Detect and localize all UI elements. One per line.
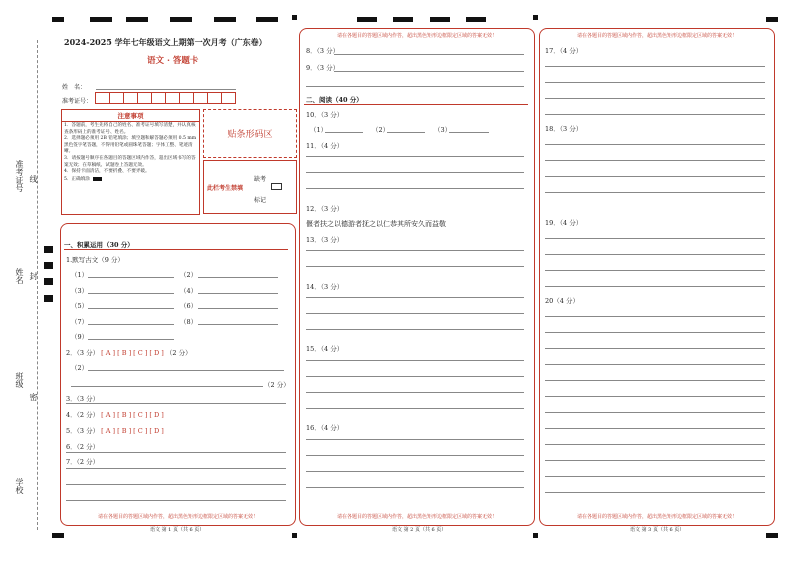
- answer-line[interactable]: [545, 254, 765, 255]
- missing-exam-checkbox[interactable]: [271, 183, 282, 190]
- answer-line[interactable]: [88, 308, 174, 309]
- answer-line[interactable]: [545, 332, 765, 333]
- notice-item-5: 5．正确填涂: [64, 176, 90, 182]
- timing-mark: [533, 15, 538, 20]
- answer-line[interactable]: [545, 238, 765, 239]
- q12-sentence: 偃者扶之以德游者抚之以仁恭其所安久而益敬: [306, 220, 446, 228]
- timing-mark: [126, 17, 148, 22]
- blank-label: （9）: [71, 333, 89, 341]
- blank-label: （1）: [71, 271, 89, 279]
- filled-bubble-icon: [93, 177, 102, 181]
- timing-mark: [430, 17, 450, 22]
- answer-line[interactable]: [306, 360, 524, 361]
- margin-secret: 密: [29, 393, 38, 401]
- answer-line[interactable]: [88, 324, 174, 325]
- barcode-label: 贴条形码区: [227, 130, 273, 140]
- blank-label: （5）: [71, 302, 89, 310]
- section-1-title: 一、积累运用（30 分）: [64, 241, 134, 249]
- answer-line[interactable]: [387, 132, 425, 133]
- answer-line[interactable]: [545, 444, 765, 445]
- blank-label: （4）: [180, 287, 198, 295]
- answer-panel-3: [539, 28, 775, 526]
- timing-mark: [170, 17, 192, 22]
- answer-line[interactable]: [306, 250, 524, 251]
- timing-mark: [466, 17, 486, 22]
- answer-line[interactable]: [545, 66, 765, 67]
- answer-line[interactable]: [545, 492, 765, 493]
- question-8: 8．（3 分）: [306, 47, 340, 55]
- answer-line[interactable]: [88, 293, 174, 294]
- answer-line[interactable]: [545, 160, 765, 161]
- name-label: 姓 名：: [62, 84, 87, 91]
- answer-line[interactable]: [545, 270, 765, 271]
- binding-dashed-line: [37, 40, 38, 530]
- answer-line[interactable]: [545, 476, 765, 477]
- answer-line[interactable]: [198, 293, 278, 294]
- q2-score: （2 分）: [165, 349, 192, 357]
- question-1: 1.默写古文（9 分）: [66, 256, 124, 264]
- answer-line[interactable]: [325, 132, 363, 133]
- timing-mark: [44, 262, 53, 269]
- notice-item: 1．答题前，考生先将自己的姓名、准考证号填写清楚，并认真核查条形码上的准考证号、姓名。: [64, 123, 196, 135]
- timing-mark: [393, 17, 413, 22]
- notice-item: 4．保持卡面清洁，不要折叠、不要弄破。: [64, 169, 150, 175]
- notice-box: [61, 109, 200, 215]
- answer-line[interactable]: [545, 396, 765, 397]
- answer-line[interactable]: [334, 71, 524, 72]
- timing-mark: [357, 17, 377, 22]
- answer-line[interactable]: [545, 316, 765, 317]
- answer-line[interactable]: [71, 386, 263, 387]
- page-footer: 语文 第 3 页（共 6 页）: [630, 527, 685, 533]
- answer-line[interactable]: [66, 452, 286, 453]
- question-17: 17．（4 分）: [545, 47, 583, 55]
- answer-line[interactable]: [545, 82, 765, 83]
- answer-line[interactable]: [306, 156, 524, 157]
- answer-line[interactable]: [334, 54, 524, 55]
- timing-mark: [292, 15, 297, 20]
- exam-id-boxes[interactable]: [95, 92, 236, 104]
- warning-text: 请在各题目的答题区域内作答，超出黑色矩形边框限定区域的答案无效！: [336, 514, 497, 520]
- question-18: 18．（3 分）: [545, 125, 583, 133]
- page-title: 2024-2025 学年七年级语文上期第一次月考（广东卷）: [64, 37, 267, 47]
- question-3: 3．（3 分）: [66, 395, 100, 403]
- answer-line[interactable]: [306, 329, 524, 330]
- answer-line[interactable]: [306, 266, 524, 267]
- answer-line[interactable]: [306, 455, 524, 456]
- timing-mark: [90, 17, 112, 22]
- question-14: 14．（3 分）: [306, 283, 344, 291]
- answer-line[interactable]: [66, 403, 286, 404]
- blank-label: （8）: [180, 318, 198, 326]
- question-11: 11．（4 分）: [306, 142, 344, 150]
- answer-line[interactable]: [88, 277, 174, 278]
- warning-text: 请在各题目的答题区域内作答，超出黑色矩形边框限定区域的答案无效！: [576, 33, 737, 39]
- q2-sub: （2）: [71, 364, 89, 372]
- exam-id-label: 准考证号：: [62, 98, 93, 105]
- question-13: 13．（3 分）: [306, 236, 344, 244]
- question-5: 5．（3 分）: [66, 427, 100, 435]
- missing-exam-label: 缺考: [254, 176, 267, 183]
- q10-sub: （1）: [310, 126, 328, 134]
- margin-class: 班级: [15, 372, 24, 388]
- answer-line[interactable]: [306, 313, 524, 314]
- answer-line[interactable]: [306, 392, 524, 393]
- q10-sub: （3）: [434, 126, 452, 134]
- answer-line[interactable]: [306, 172, 524, 173]
- question-2: 2．（3 分）: [66, 349, 100, 357]
- answer-line[interactable]: [306, 408, 524, 409]
- timing-mark: [533, 533, 538, 538]
- question-7: 7．（2 分）: [66, 458, 100, 466]
- answer-line[interactable]: [545, 144, 765, 145]
- absent-label: 此栏考生禁填: [207, 185, 244, 192]
- blank-label: （2）: [180, 271, 198, 279]
- barcode-area: [203, 109, 297, 158]
- timing-mark: [766, 17, 778, 22]
- answer-line[interactable]: [306, 439, 524, 440]
- blank-label: （6）: [180, 302, 198, 310]
- answer-line[interactable]: [66, 500, 286, 501]
- question-20: 20（4 分）: [545, 297, 579, 305]
- answer-line[interactable]: [449, 132, 489, 133]
- answer-line[interactable]: [545, 98, 765, 99]
- margin-seal: 封: [29, 272, 38, 280]
- answer-line[interactable]: [306, 188, 524, 189]
- page-subtitle: 语文 · 答题卡: [147, 56, 199, 66]
- margin-exam-id: 准考证号: [15, 160, 24, 192]
- margin-name: 姓名: [15, 268, 24, 284]
- timing-mark: [44, 278, 53, 285]
- question-12: 12．（3 分）: [306, 205, 344, 213]
- answer-line[interactable]: [545, 364, 765, 365]
- answer-line[interactable]: [545, 380, 765, 381]
- answer-line[interactable]: [545, 114, 765, 115]
- warning-text: 请在各题目的答题区域内作答，超出黑色矩形边框限定区域的答案无效！: [97, 514, 258, 520]
- timing-mark: [44, 246, 53, 253]
- timing-mark: [52, 17, 64, 22]
- answer-line[interactable]: [306, 487, 524, 488]
- answer-line[interactable]: [545, 428, 765, 429]
- timing-mark: [256, 17, 278, 22]
- answer-line[interactable]: [306, 376, 524, 377]
- q2-options[interactable]: [ A ] [ B ] [ C ] [ D ]: [101, 349, 164, 357]
- answer-panel-1: [60, 223, 296, 526]
- answer-line[interactable]: [545, 192, 765, 193]
- answer-line[interactable]: [66, 484, 286, 485]
- timing-mark: [52, 533, 64, 538]
- answer-line[interactable]: [545, 176, 765, 177]
- answer-line[interactable]: [198, 277, 278, 278]
- q5-options[interactable]: [ A ] [ B ] [ C ] [ D ]: [101, 427, 164, 435]
- answer-line[interactable]: [88, 370, 284, 371]
- answer-line[interactable]: [306, 86, 524, 87]
- name-field[interactable]: [96, 89, 236, 90]
- q4-options[interactable]: [ A ] [ B ] [ C ] [ D ]: [101, 411, 164, 419]
- margin-line: 线: [29, 175, 38, 183]
- timing-mark: [292, 533, 297, 538]
- answer-line[interactable]: [198, 308, 278, 309]
- notice-title: 注意事项: [62, 110, 199, 122]
- answer-line[interactable]: [306, 471, 524, 472]
- blank-label: （7）: [71, 318, 89, 326]
- question-15: 15．（4 分）: [306, 345, 344, 353]
- page-footer: 语文 第 1 页（共 6 页）: [150, 527, 205, 533]
- answer-line[interactable]: [88, 339, 174, 340]
- answer-line[interactable]: [545, 348, 765, 349]
- answer-line[interactable]: [306, 297, 524, 298]
- timing-mark: [214, 17, 236, 22]
- question-9: 9．（3 分）: [306, 64, 340, 72]
- notice-item: 2．选择题必须用 2B 铅笔填涂；填空题和解答题必须用 0.5 mm 黑色签字笔答题，不得用铅笔或圆珠笔答题；字体工整、笔迹清晰。: [64, 136, 197, 155]
- warning-text: 请在各题目的答题区域内作答，超出黑色矩形边框限定区域的答案无效！: [336, 33, 497, 39]
- page-footer: 语文 第 2 页（共 6 页）: [392, 527, 447, 533]
- question-6: 6．（2 分）: [66, 443, 100, 451]
- question-4: 4．（2 分）: [66, 411, 100, 419]
- answer-line[interactable]: [198, 324, 278, 325]
- answer-line[interactable]: [545, 460, 765, 461]
- margin-school: 学校: [15, 478, 24, 494]
- question-10: 10．（3 分）: [306, 111, 344, 119]
- notice-item: 3．请按题号顺序在各题目的答题区域内作答，超出区域书写的答案无效；在草稿纸、试题卷上答题无效。: [64, 155, 196, 168]
- answer-line[interactable]: [545, 412, 765, 413]
- q2-tail: （2 分）: [264, 381, 290, 389]
- answer-line[interactable]: [66, 468, 286, 469]
- absent-box: [203, 160, 297, 214]
- mark-label: 标记: [254, 197, 267, 204]
- answer-line[interactable]: [545, 286, 765, 287]
- question-16: 16．（4 分）: [306, 424, 344, 432]
- timing-mark: [766, 533, 778, 538]
- question-19: 19．（4 分）: [545, 219, 583, 227]
- section-2-title: 二、阅读（40 分）: [306, 96, 363, 104]
- q10-sub: （2）: [372, 126, 390, 134]
- timing-mark: [44, 295, 53, 302]
- warning-text: 请在各题目的答题区域内作答，超出黑色矩形边框限定区域的答案无效！: [576, 514, 737, 520]
- blank-label: （3）: [71, 287, 89, 295]
